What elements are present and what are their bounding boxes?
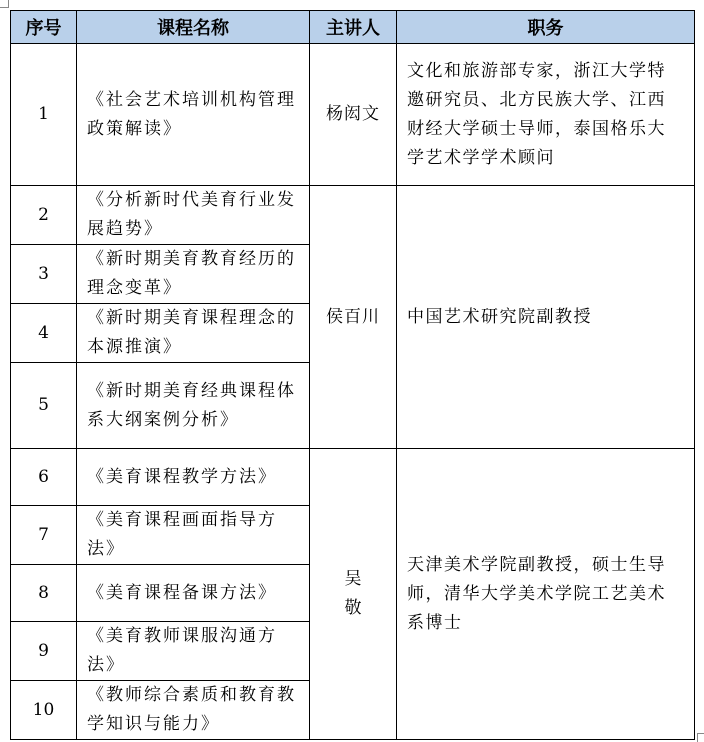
course-name: 《美育课程画面指导方法》 bbox=[77, 506, 310, 565]
course-name: 《教师综合素质和教育教学知识与能力》 bbox=[77, 681, 310, 740]
row-number: 8 bbox=[11, 565, 77, 622]
table-row bbox=[11, 44, 695, 186]
header-course: 课程名称 bbox=[77, 11, 310, 44]
table-row bbox=[11, 186, 695, 245]
course-name: 《社会艺术培训机构管理政策解读》 bbox=[77, 44, 310, 186]
header-title: 职务 bbox=[397, 11, 695, 44]
course-name: 《分析新时代美育行业发展趋势》 bbox=[77, 186, 310, 245]
course-name: 《新时期美育教育经历的理念变革》 bbox=[77, 245, 310, 304]
header-row bbox=[11, 11, 695, 44]
course-table bbox=[10, 10, 695, 740]
header-no: 序号 bbox=[11, 11, 77, 44]
table-row bbox=[11, 449, 695, 506]
corner-mark bbox=[0, 0, 9, 8]
row-number: 10 bbox=[11, 681, 77, 740]
row-number: 2 bbox=[11, 186, 77, 245]
row-number: 4 bbox=[11, 304, 77, 363]
course-name: 《美育教师课服沟通方法》 bbox=[77, 622, 310, 681]
course-name: 《新时期美育课程理念的本源推演》 bbox=[77, 304, 310, 363]
row-number: 5 bbox=[11, 363, 77, 449]
row-number: 1 bbox=[11, 44, 77, 186]
speaker-name: 杨闳文 bbox=[310, 44, 397, 186]
course-name: 《新时期美育经典课程体系大纲案例分析》 bbox=[77, 363, 310, 449]
speaker-name: 侯百川 bbox=[310, 186, 397, 449]
row-number: 9 bbox=[11, 622, 77, 681]
row-number: 7 bbox=[11, 506, 77, 565]
course-name: 《美育课程备课方法》 bbox=[77, 565, 310, 622]
speaker-title: 中国艺术研究院副教授 bbox=[397, 186, 695, 449]
speaker-title: 文化和旅游部专家，浙江大学特邀研究员、北方民族大学、江西财经大学硕士导师，泰国格乐大学艺术学学术顾问 bbox=[397, 44, 695, 186]
row-number: 3 bbox=[11, 245, 77, 304]
speaker-title: 天津美术学院副教授，硕士生导师，清华大学美术学院工艺美术系博士 bbox=[397, 449, 695, 740]
row-number: 6 bbox=[11, 449, 77, 506]
speaker-name: 吴敬 bbox=[310, 449, 397, 740]
header-speaker: 主讲人 bbox=[310, 11, 397, 44]
course-name: 《美育课程教学方法》 bbox=[77, 449, 310, 506]
